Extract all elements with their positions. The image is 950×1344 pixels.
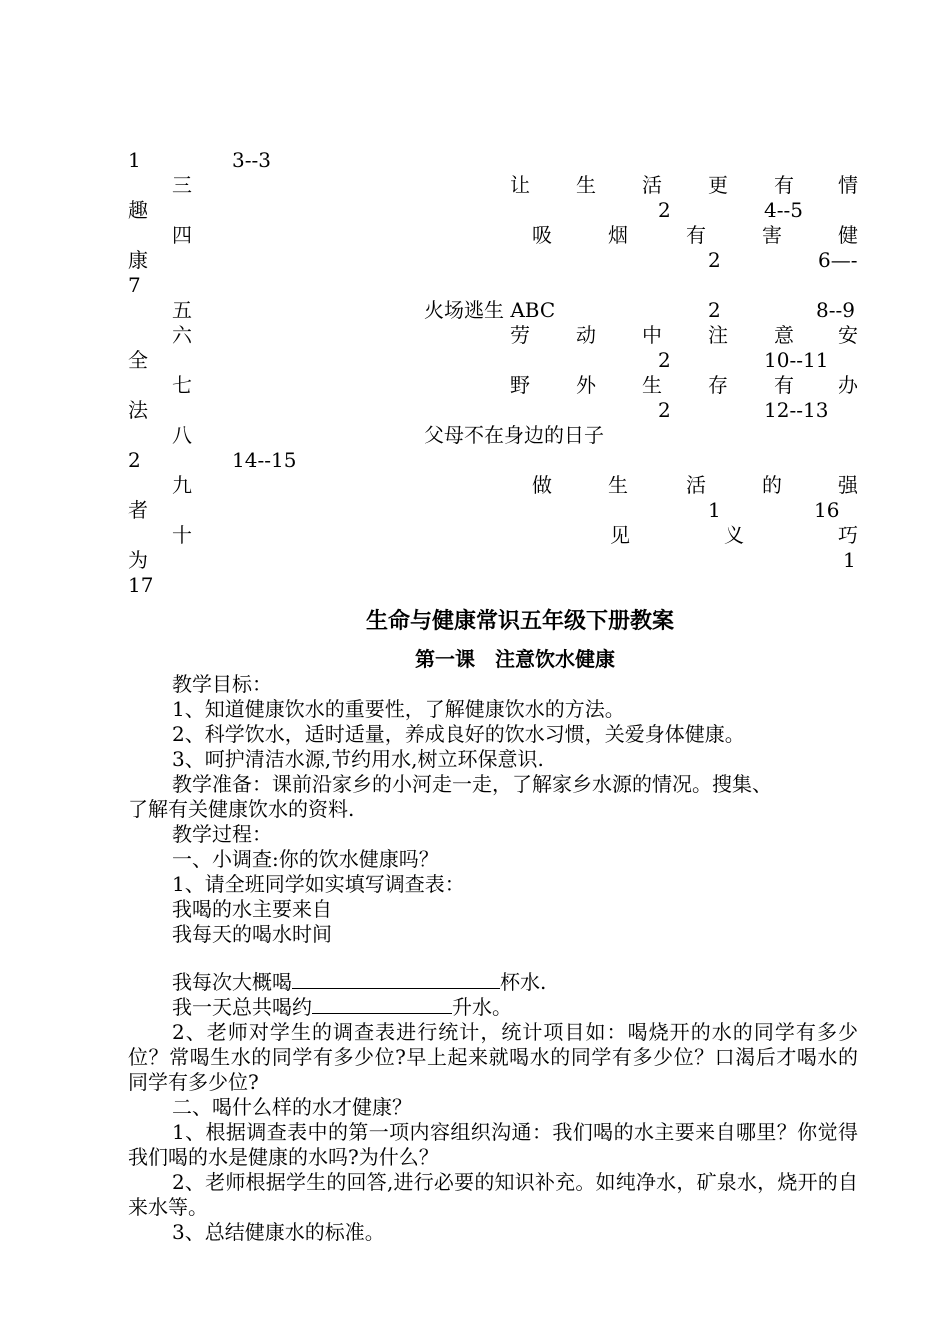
toc-row-7-title-char: 野: [510, 373, 530, 397]
process-label: 教学过程：: [172, 822, 272, 846]
toc-row-7-title-char: 外: [576, 373, 596, 397]
toc-row-7-pages: 12--13: [764, 398, 829, 422]
toc-row-3-title-char: 活: [642, 173, 662, 197]
paragraph: 2、老师对学生的调查表进行统计，统计项目如：喝烧开的水的同学有多少位？常喝生水的同学有多少位?早上起来就喝水的同学有多少位？口渴后才喝水的同学有多少位?: [128, 1020, 858, 1094]
toc-row-4-pages-end: 7: [128, 273, 141, 297]
toc-row-3-hours: 2: [658, 198, 671, 222]
toc-row-3-title-char: 让: [510, 173, 530, 197]
toc-row-9-title-char: 强: [838, 473, 858, 497]
toc-row-10-title-char: 巧: [838, 523, 858, 547]
toc-row-5-pages: 8--9: [816, 298, 855, 322]
survey-question: [172, 995, 512, 1019]
toc-row-7-title-end: 法: [128, 398, 148, 422]
toc-row-3-title-char: 情: [838, 173, 858, 197]
toc-row-6-pages: 10--11: [764, 348, 829, 372]
toc-row-5-title: 火场逃生 ABC: [424, 298, 556, 322]
toc-row-5-hours: 2: [708, 298, 721, 322]
survey-q3-suffix: 杯水.: [500, 970, 547, 994]
toc-row-6-title-char: 安: [838, 323, 858, 347]
toc-row-7-title-char: 存: [708, 373, 728, 397]
toc-row-4-title-char: 害: [762, 223, 782, 247]
toc-row-4-title-char: 健: [838, 223, 858, 247]
lesson-title: 第一课 注意饮水健康: [415, 647, 615, 671]
toc-row-10-num: 十: [172, 523, 192, 547]
fill-blank: [312, 995, 452, 1014]
toc-row-4-title-end: 康: [128, 248, 148, 272]
list-item: 3、总结健康水的标准。: [172, 1220, 385, 1244]
toc-row-4-num: 四: [172, 223, 192, 247]
prep-line: 了解有关健康饮水的资料.: [128, 797, 355, 821]
toc-row-9-title-char: 生: [608, 473, 628, 497]
toc-row-3-pages: 4--5: [764, 198, 803, 222]
toc-row-3-title-end: 趣: [128, 198, 148, 222]
toc-row-10-title-end: 为: [128, 548, 148, 572]
toc-row-3-title-char: 有: [774, 173, 794, 197]
toc-row-4-title-char: 有: [686, 223, 706, 247]
toc-row-10-hours: 1: [843, 548, 856, 572]
goal-item: 2、科学饮水，适时适量，养成良好的饮水习惯，关爱身体健康。: [172, 722, 745, 746]
toc-row-6-title-char: 注: [708, 323, 728, 347]
toc-row-7-title-char: 办: [838, 373, 858, 397]
toc-row-7-hours: 2: [658, 398, 671, 422]
toc-row-9-title-char: 活: [686, 473, 706, 497]
toc-row-6-title-char: 动: [576, 323, 596, 347]
toc-row-9-title-char: 做: [532, 473, 552, 497]
toc-row-9-title-char: 的: [762, 473, 782, 497]
paragraph: 2、老师根据学生的回答,进行必要的知识补充。如纯净水，矿泉水，烧开的自来水等。: [128, 1170, 858, 1219]
section-heading: 二、喝什么样的水才健康？: [172, 1095, 412, 1119]
toc-row-6-hours: 2: [658, 348, 671, 372]
toc-row-9-num: 九: [172, 473, 192, 497]
toc-row-6-title-char: 意: [774, 323, 794, 347]
toc-row-9-title-end: 者: [128, 498, 148, 522]
toc-row-8-title: 父母不在身边的日子: [424, 423, 604, 447]
toc-row-6-title-char: 劳: [510, 323, 530, 347]
toc-row-8-hours: 2: [128, 448, 141, 472]
toc-row-10-title-char: 义: [724, 523, 744, 547]
toc-row-3-title-char: 生: [576, 173, 596, 197]
prep-line: 教学准备：课前沿家乡的小河走一走，了解家乡水源的情况。搜集、: [172, 772, 772, 796]
toc-row-7-title-char: 有: [774, 373, 794, 397]
toc-row-7-num: 七: [172, 373, 192, 397]
survey-question: 我喝的水主要来自: [172, 897, 332, 921]
toc-row-4-title-char: 烟: [608, 223, 628, 247]
paragraph: 1、根据调查表中的第一项内容组织沟通：我们喝的水主要来自哪里？你觉得我们喝的水是健康的水吗?为什么？: [128, 1120, 858, 1169]
section-heading: 一、小调查:你的饮水健康吗？: [172, 847, 439, 871]
toc-row-6-title-end: 全: [128, 348, 148, 372]
survey-q3-prefix: 我每次大概喝: [172, 970, 292, 994]
goal-item: 3、呵护清洁水源,节约用水,树立环保意识.: [172, 747, 544, 771]
toc-row-6-title-char: 中: [642, 323, 662, 347]
toc-row-4-pages: 6—-: [818, 248, 858, 272]
toc-row-4-hours: 2: [708, 248, 721, 272]
toc-row-9-pages: 16: [814, 498, 840, 522]
toc-row-1-num: 1: [128, 148, 141, 172]
toc-row-6-num: 六: [172, 323, 192, 347]
document-title: 生命与健康常识五年级下册教案: [365, 608, 674, 634]
survey-q4-suffix: 升水。: [452, 995, 512, 1019]
toc-row-10-pages: 17: [128, 573, 154, 597]
toc-row-3-num: 三: [172, 173, 192, 197]
fill-blank: [292, 970, 500, 989]
toc-row-5-num: 五: [172, 298, 192, 322]
survey-q4-prefix: 我一天总共喝约: [172, 995, 312, 1019]
toc-row-4-title-char: 吸: [532, 223, 552, 247]
toc-row-7-title-char: 生: [642, 373, 662, 397]
goals-label: 教学目标：: [172, 672, 272, 696]
toc-row-8-num: 八: [172, 423, 192, 447]
toc-row-3-title-char: 更: [708, 173, 728, 197]
toc-row-8-pages: 14--15: [232, 448, 297, 472]
list-item: 1、请全班同学如实填写调查表：: [172, 872, 465, 896]
toc-row-1-pages: 3--3: [232, 148, 271, 172]
survey-question: [172, 970, 546, 994]
toc-row-9-hours: 1: [708, 498, 721, 522]
toc-row-10-title-char: 见: [610, 523, 630, 547]
goal-item: 1、知道健康饮水的重要性，了解健康饮水的方法。: [172, 697, 625, 721]
survey-question: 我每天的喝水时间: [172, 922, 332, 946]
